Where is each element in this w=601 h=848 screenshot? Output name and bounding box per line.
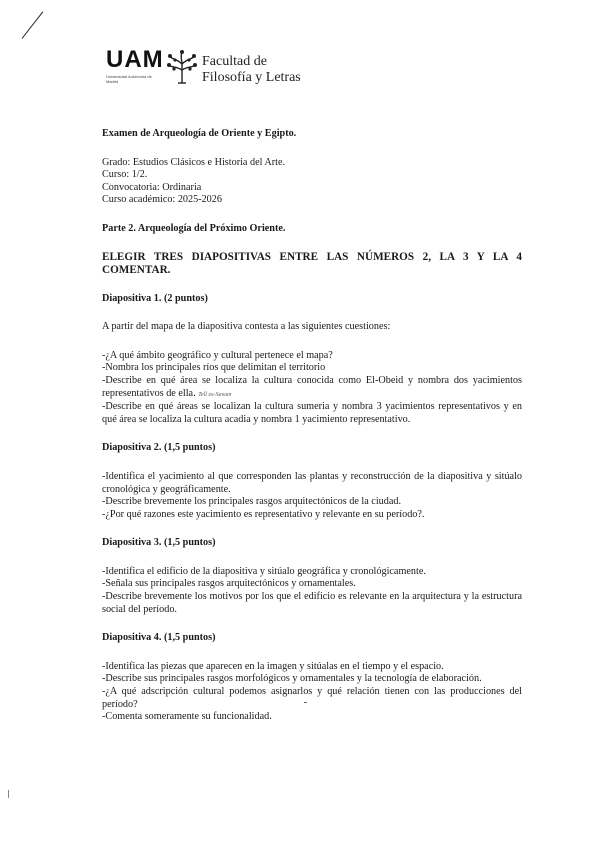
section-heading: Diapositiva 4. (1,5 puntos) bbox=[102, 632, 216, 644]
tree-icon bbox=[166, 50, 198, 84]
faculty-line-1: Facultad de bbox=[202, 54, 267, 69]
question-item: -Describe en qué áreas se localizan la cultura sumeria y nombra 3 yacimientos representativos y en qué área se localiza la cultura acadia y nombra 1 yacimiento representativo. bbox=[102, 401, 522, 425]
exam-curso: Curso: 1/2. bbox=[102, 169, 148, 181]
section-heading: Diapositiva 3. (1,5 puntos) bbox=[102, 537, 216, 549]
question-item: -Describe brevemente los principales rasgos arquitectónicos de la ciudad. bbox=[102, 496, 402, 508]
question-item: -Comenta someramente su funcionalidad. bbox=[102, 711, 272, 723]
question-text: -Describe en qué área se localiza la cultura conocida como El-Obeid y nombra dos yacimientos representativos de ella. bbox=[102, 374, 522, 399]
uam-logo-subtext: Universidad Autónoma de Madrid bbox=[106, 74, 152, 84]
question-item bbox=[102, 375, 522, 401]
section-heading: Diapositiva 1. (2 puntos) bbox=[102, 292, 208, 304]
exam-grado: Grado: Estudios Clásicos e Historia del Arte. bbox=[102, 156, 286, 168]
margin-mark bbox=[8, 790, 9, 798]
question-item: -Señala sus principales rasgos arquitectónicos y ornamentales. bbox=[102, 578, 356, 590]
section-intro: A partir del mapa de la diapositiva contesta a las siguientes cuestiones: bbox=[102, 321, 391, 333]
question-item: -¿Por qué razones este yacimiento es representativo y relevante en su período?. bbox=[102, 508, 425, 520]
pen-stroke-mark bbox=[22, 11, 44, 38]
faculty-name bbox=[202, 54, 342, 86]
question-item: -¿A qué adscripción cultural podemos asignarlos y qué relación tienen con las producciones del período? bbox=[102, 686, 522, 710]
question-item: -Identifica las piezas que aparecen en la imagen y sitúalas en el tiempo y el espacio. bbox=[102, 660, 444, 672]
exam-title: Examen de Arqueología de Oriente y Egipto. bbox=[102, 128, 297, 139]
section-heading: Diapositiva 2. (1,5 puntos) bbox=[102, 442, 216, 454]
question-item: -Describe brevemente los motivos por los que el edificio es relevante en la arquitectura y la estructura social del período. bbox=[102, 591, 522, 615]
uam-logo-text: UAM bbox=[106, 46, 164, 73]
exam-convocatoria: Convocatoria: Ordinaria bbox=[102, 181, 202, 193]
question-item: -Nombra los principales ríos que delimitan el territorio bbox=[102, 362, 326, 374]
faculty-line-2: Filosofía y Letras bbox=[202, 70, 301, 85]
question-item: -¿A qué ámbito geográfico y cultural pertenece el mapa? bbox=[102, 349, 333, 361]
exam-curso-academico: Curso académico: 2025-2026 bbox=[102, 194, 222, 206]
stray-mark bbox=[304, 702, 307, 703]
exam-instruction: ELEGIR TRES DIAPOSITIVAS ENTRE LAS NÚMEROS 2, LA 3 Y LA 4 COMENTAR. bbox=[102, 250, 522, 276]
exam-parte: Parte 2. Arqueología del Próximo Oriente. bbox=[102, 222, 286, 234]
handwritten-note: Tell es-Sawan bbox=[198, 391, 232, 398]
question-item: -Identifica el edificio de la diapositiva y sitúalo geográfica y cronológicamente. bbox=[102, 565, 426, 577]
exam-body bbox=[102, 128, 522, 724]
uam-logo bbox=[106, 48, 164, 84]
question-item: -Describe sus principales rasgos morfológicos y ornamentales y la tecnología de elaboración. bbox=[102, 673, 482, 685]
question-item: -Identifica el yacimiento al que corresponden las plantas y reconstrucción de la diapositiva y sitúalo cronológica y geográficamente. bbox=[102, 470, 522, 495]
